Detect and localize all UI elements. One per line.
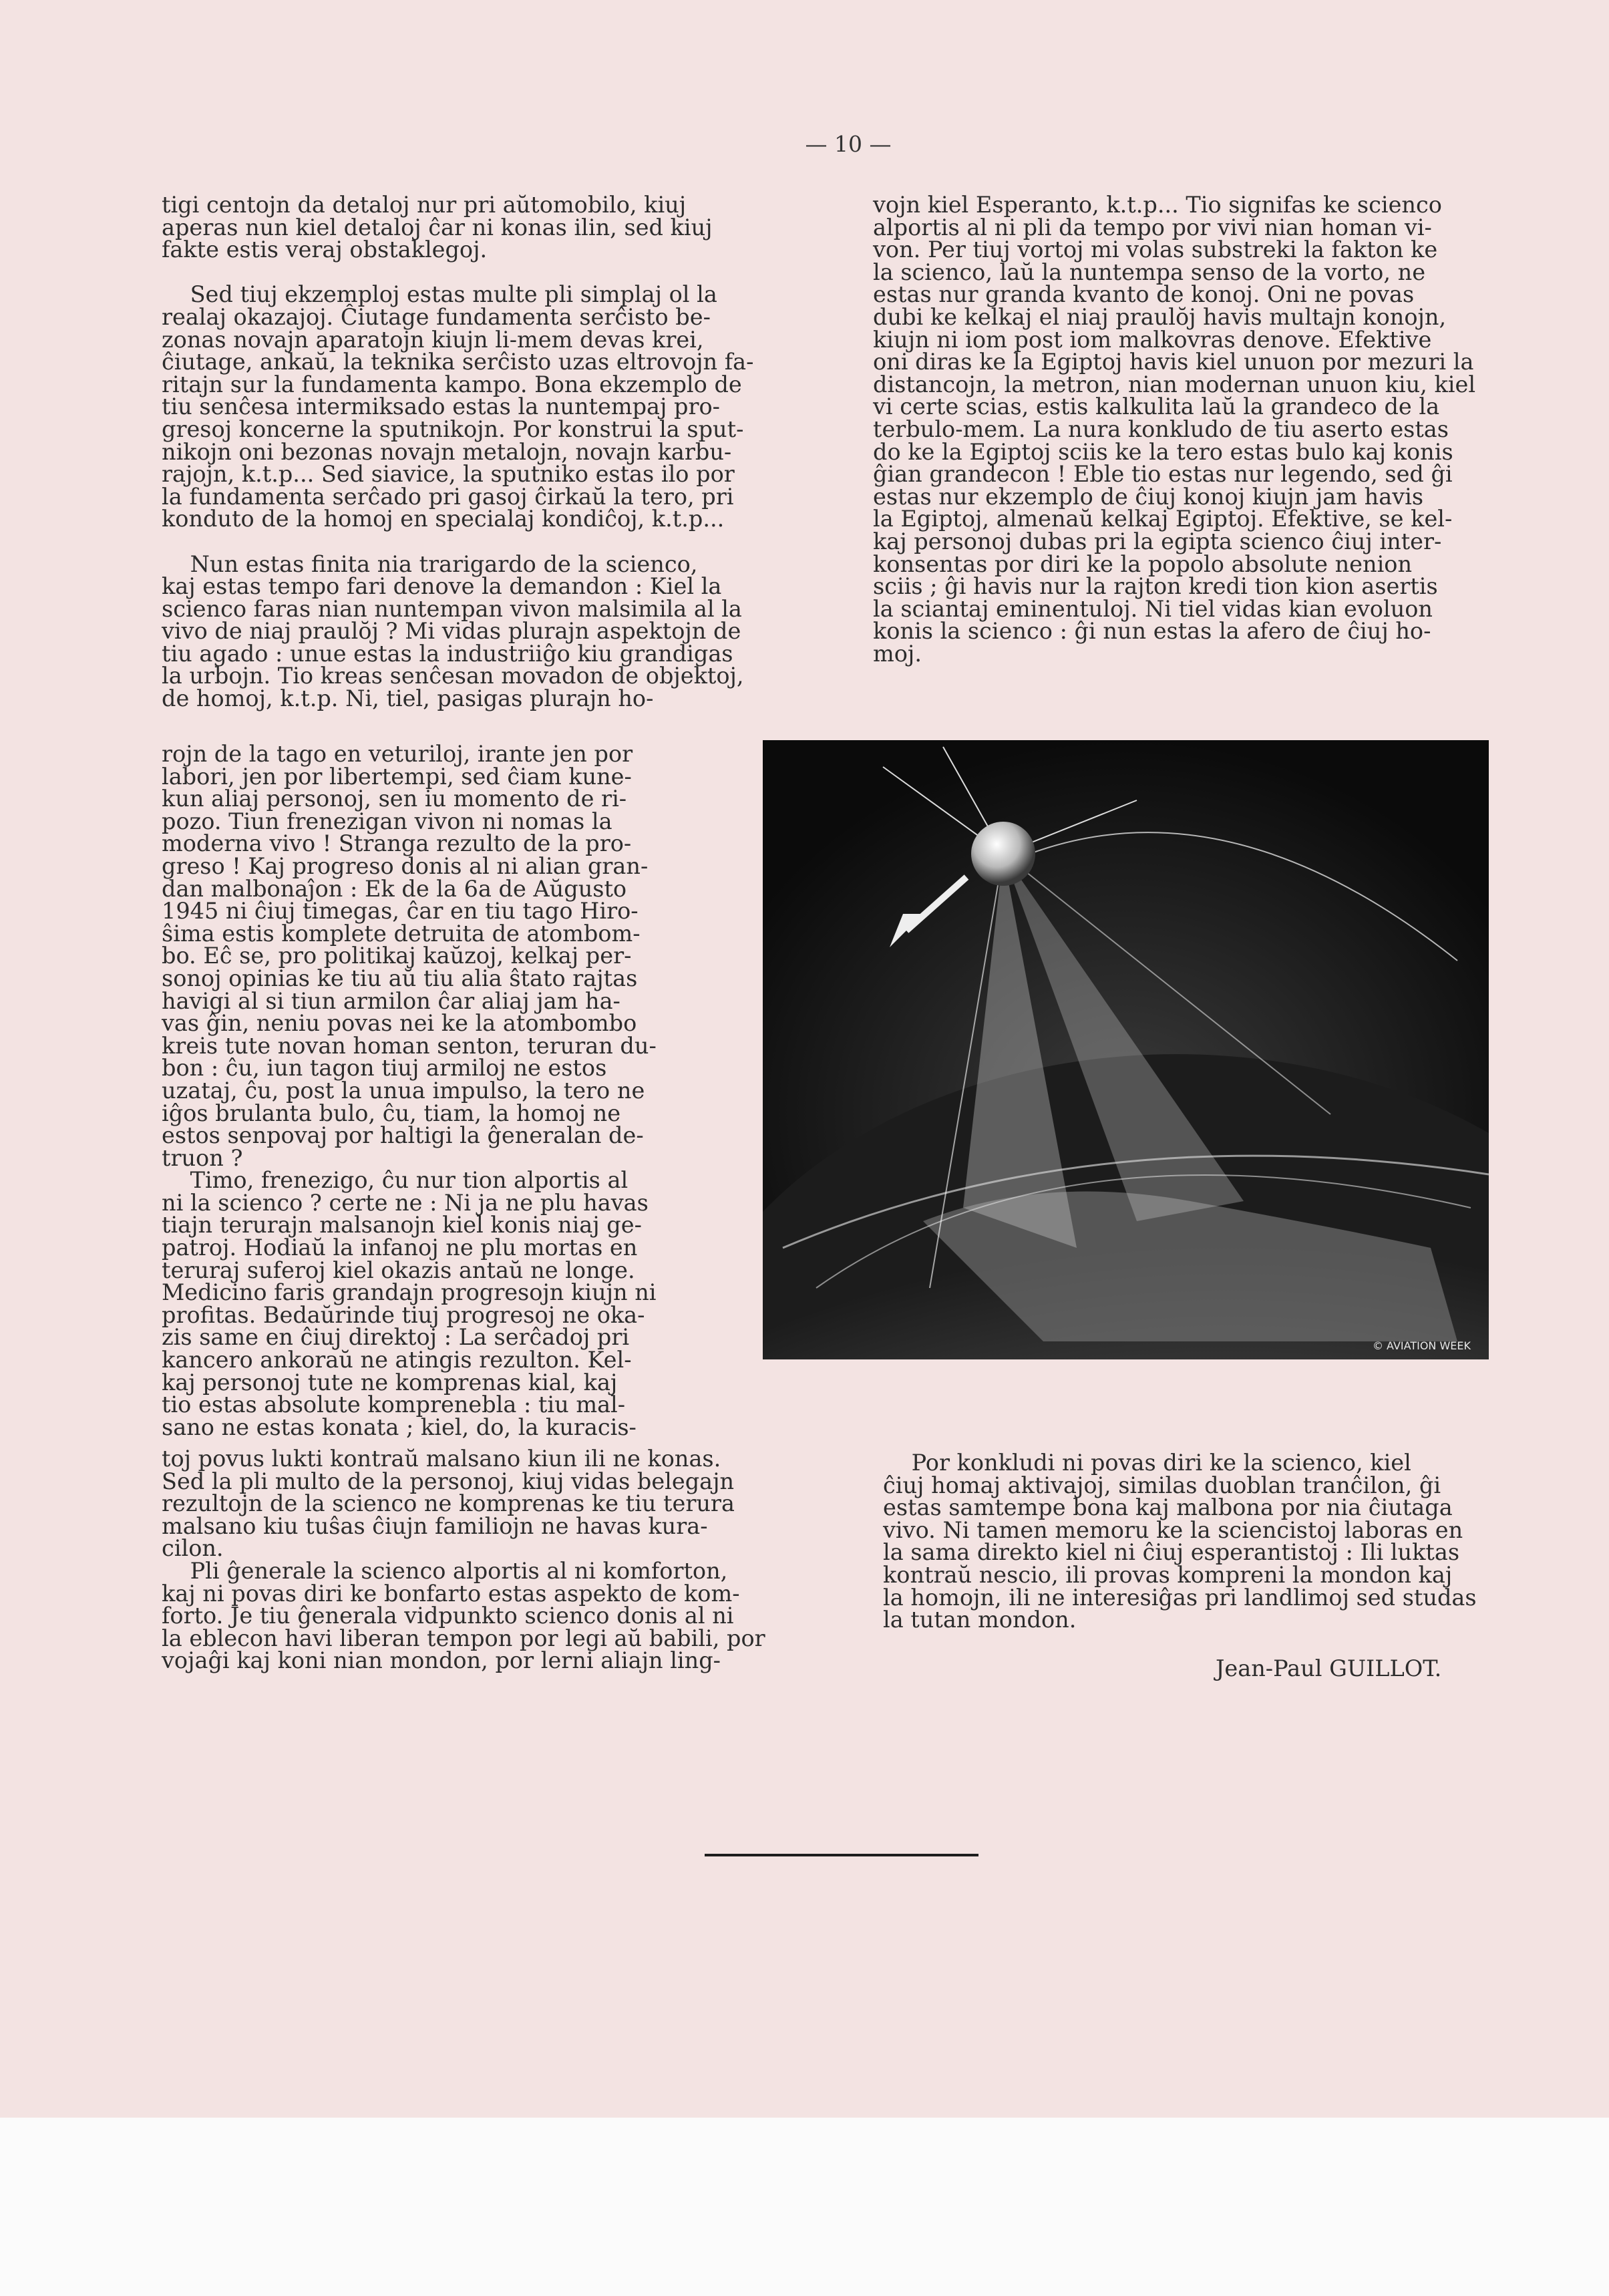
left-column-block-b	[162, 743, 803, 1438]
text-line: patroj. Hodiaŭ la infanoj ne plu mortas en	[162, 1235, 638, 1261]
text-line: vojaĝi kaj koni nian mondon, por lerni aliajn ling-	[162, 1647, 721, 1674]
author-signature: Jean-Paul GUILLOT.	[1216, 1655, 1442, 1681]
text-line: konsentas por diri ke la popolo absolute nenion	[873, 550, 1413, 577]
left-column-block-c	[162, 1448, 830, 1672]
text-line: tiajn terurajn malsanojn kiel konis niaj ge-	[162, 1212, 642, 1239]
text-line: gresoj koncerne la sputnikojn. Por konstrui la sput-	[162, 416, 744, 442]
sputnik-illustration	[763, 740, 1489, 1359]
text-line: estos senpovaj por haltigi la ĝeneralan de-	[162, 1122, 644, 1149]
text-line: Pli ĝenerale la scienco alportis al ni komforton,	[162, 1557, 728, 1584]
text-line: ĝian grandecon ! Eble tio estas nur legendo, sed ĝi	[873, 461, 1453, 488]
text-line: malsano kiu tuŝas ĉiujn familiojn ne havas kura-	[162, 1512, 708, 1539]
text-line: Medicino faris grandajn progresojn kiujn ni	[162, 1279, 657, 1306]
right-column-block-a	[873, 194, 1521, 665]
text-line: Sed tiuj ekzemploj estas multe pli simplaj ol la	[162, 281, 717, 308]
text-line: konduto de la homoj en specialaj kondiĉoj, k.t.p...	[162, 506, 725, 532]
page-number: — 10 —	[805, 131, 892, 157]
text-line: vas ĝin, neniu povas nei ke la atombombo	[162, 1010, 637, 1037]
text-line: la tutan mondon.	[883, 1607, 1077, 1633]
text-line: estas samtempe bona kaj malbona por nia ĉiutaga	[883, 1494, 1453, 1521]
text-line: de homoj, k.t.p. Ni, tiel, pasigas plurajn ho-	[162, 685, 654, 712]
text-line: terbulo-mem. La nura konkludo de tiu aserto estas	[873, 416, 1449, 442]
text-line: sonoj opinias ke tiu aŭ tiu alia ŝtato rajtas	[162, 965, 638, 991]
text-line: scienco faras nian nuntempan vivon malsimila al la	[162, 595, 742, 622]
text-line: realaj okazajoj. Ĉiutage fundamenta serĉisto be-	[162, 303, 711, 330]
text-line: zonas novajn aparatojn kiujn li-mem devas krei,	[162, 326, 704, 353]
text-line: pozo. Tiun frenezigan vivon ni nomas la	[162, 808, 612, 834]
text-line: bon : ĉu, iun tagon tiuj armiloj ne estos	[162, 1055, 607, 1082]
text-line: 1945 ni ĉiuj timegas, ĉar en tiu tago Hiro-	[162, 898, 639, 925]
text-line: ni la scienco ? certe ne : Ni ja ne plu havas	[162, 1189, 649, 1216]
text-line: moderna vivo ! Stranga rezulto de la pro-	[162, 830, 632, 857]
text-line: la sama direkto kiel ni ĉiuj esperantistoj : Ili luktas	[883, 1539, 1460, 1566]
text-line: Sed la pli multo de la personoj, kiuj vidas belegajn	[162, 1468, 735, 1494]
text-line	[162, 261, 803, 284]
text-line: tio estas absolute komprenebla : tiu mal-	[162, 1391, 626, 1418]
text-line: profitas. Bedaŭrinde tiuj progresoj ne oka-	[162, 1301, 645, 1328]
text-line: estas nur ekzemplo de ĉiuj konoj kiujn jam havis	[873, 483, 1424, 510]
text-line: sano ne estas konata ; kiel, do, la kuracis-	[162, 1414, 637, 1440]
text-line: ŝima estis komplete detruita de atombom-	[162, 920, 641, 947]
text-line: Timo, frenezigo, ĉu nur tion alportis al	[162, 1167, 629, 1194]
text-line: forto. Je tiu ĝenerala vidpunkto scienco donis al ni	[162, 1603, 734, 1629]
text-line: estas nur granda kvanto de konoj. Oni ne povas	[873, 281, 1415, 308]
left-column-block-a	[162, 194, 803, 710]
text-line: nikojn oni bezonas novajn metalojn, novajn karbu-	[162, 438, 732, 465]
text-line: bo. Eĉ se, pro politikaj kaŭzoj, kelkaj per-	[162, 943, 632, 969]
text-line: kaj estas tempo fari denove la demandon : Kiel la	[162, 573, 722, 600]
text-line: kun aliaj personoj, sen iu momento de ri-	[162, 786, 627, 812]
text-line: kreis tute novan homan senton, teruran du-	[162, 1032, 657, 1059]
text-line: rojn de la tago en veturiloj, irante jen por	[162, 741, 633, 767]
text-line: la sciantaj eminentuloj. Ni tiel vidas kian evoluon	[873, 595, 1433, 622]
text-line: Nun estas finita nia trarigardo de la scienco,	[162, 550, 698, 577]
closing-rule	[705, 1854, 978, 1856]
text-line: oni diras ke la Egiptoj havis kiel unuon por mezuri la	[873, 349, 1474, 375]
text-line: uzataj, ĉu, post la unua impulso, la tero ne	[162, 1077, 645, 1104]
text-line: kiujn ni iom post iom malkovras denove. Efektive	[873, 326, 1432, 353]
text-line: toj povus lukti kontraŭ malsano kiun ili ne konas.	[162, 1446, 721, 1472]
sputnik-image-svg	[763, 740, 1489, 1359]
text-line: greso ! Kaj progreso donis al ni alian gran-	[162, 852, 649, 879]
text-line: kaj personoj dubas pri la egipta scienco ĉiuj inter-	[873, 528, 1442, 554]
text-line: la fundamenta serĉado pri gasoj ĉirkaŭ la tero, pri	[162, 483, 734, 510]
text-line: labori, jen por libertempi, sed ĉiam kune-	[162, 763, 632, 790]
text-line: Por konkludi ni povas diri ke la scienco, kiel	[883, 1450, 1411, 1476]
text-line: kontraŭ nescio, ili provas kompreni la mondon kaj	[883, 1561, 1453, 1588]
text-line: la eblecon havi liberan tempon por legi aŭ babili, por	[162, 1625, 765, 1651]
text-line: vi certe scias, estis kalkulita laŭ la grandeco de la	[873, 393, 1440, 420]
text-line: la homojn, ili ne interesiĝas pri landlimoj sed studas	[883, 1584, 1477, 1611]
text-line: fakte estis veraj obstaklegoj.	[162, 236, 488, 263]
text-line: vivo de niaj praulŏj ? Mi vidas plurajn aspektojn de	[162, 618, 741, 645]
text-line: tiu agado : unue estas la industriiĝo kiu grandigas	[162, 640, 733, 667]
text-line: cilon.	[162, 1535, 224, 1562]
text-line: truon ?	[162, 1144, 243, 1171]
text-line: moj.	[873, 640, 922, 667]
text-line: vivo. Ni tamen memoru ke la sciencistoj laboras en	[883, 1516, 1463, 1543]
text-line: kancero ankoraŭ ne atingis rezulton. Kel-	[162, 1347, 632, 1373]
right-column-block-b	[883, 1452, 1484, 1631]
image-credit: © AVIATION WEEK	[1372, 1339, 1471, 1352]
text-line: sciis ; ĝi havis nur la rajton kredi tion kion asertis	[873, 573, 1438, 600]
scan-margin	[0, 2118, 1609, 2296]
text-line: alportis al ni pli da tempo por vivi nian homan vi-	[873, 214, 1432, 240]
text-line	[162, 530, 803, 553]
text-line: tiu senĉesa intermiksado estas la nuntempaj pro-	[162, 393, 720, 420]
text-line: tigi centojn da detaloj nur pri aŭtomobilo, kiuj	[162, 192, 687, 218]
text-line: la Egiptoj, almenaŭ kelkaj Egiptoj. Efektive, se kel-	[873, 506, 1453, 532]
text-line: kaj ni povas diri ke bonfarto estas aspekto de kom-	[162, 1580, 740, 1607]
text-line: havigi al si tiun armilon ĉar aliaj jam ha-	[162, 987, 620, 1014]
text-line: von. Per tiuj vortoj mi volas substreki la fakton ke	[873, 236, 1438, 263]
text-line: ritajn sur la fundamenta kampo. Bona ekzemplo de	[162, 371, 742, 397]
text-line: rezultojn de la scienco ne komprenas ke tiu terura	[162, 1490, 735, 1517]
text-line: ĉiutage, ankaŭ, la teknika serĉisto uzas eltrovojn fa-	[162, 349, 754, 375]
text-line: do ke la Egiptoj sciis ke la tero estas bulo kaj konis	[873, 438, 1453, 465]
sputnik-satellite	[971, 822, 1035, 886]
text-line: la urbojn. Tio kreas senĉesan movadon de objektoj,	[162, 663, 744, 689]
text-line: kaj personoj tute ne komprenas kial, kaj	[162, 1369, 618, 1396]
text-line: konis la scienco : ĝi nun estas la afero de ĉiuj ho-	[873, 618, 1431, 645]
text-line: ĉiuj homaj aktivajoj, similas duoblan tranĉilon, ĝi	[883, 1472, 1441, 1498]
text-line: rajojn, k.t.p... Sed siavice, la sputniko estas ilo por	[162, 461, 735, 488]
text-line: teruraj suferoj kiel okazis antaŭ ne longe.	[162, 1257, 635, 1283]
text-line: dan malbonaĵon : Ek de la 6a de Aŭgusto	[162, 875, 627, 902]
text-line: distancojn, la metron, nian modernan unuon kiu, kiel	[873, 371, 1476, 397]
text-line: zis same en ĉiuj direktoj : La serĉadoj pri	[162, 1324, 630, 1351]
text-line: iĝos brulanta bulo, ĉu, tiam, la homoj ne	[162, 1100, 621, 1126]
text-line: dubi ke kelkaj el niaj praulŏj havis multajn konojn,	[873, 303, 1447, 330]
text-line: la scienco, laŭ la nuntempa senso de la vorto, ne	[873, 259, 1426, 285]
text-line: aperas nun kiel detaloj ĉar ni konas ilin, sed kiuj	[162, 214, 713, 240]
text-line: vojn kiel Esperanto, k.t.p... Tio signifas ke scienco	[873, 192, 1442, 218]
